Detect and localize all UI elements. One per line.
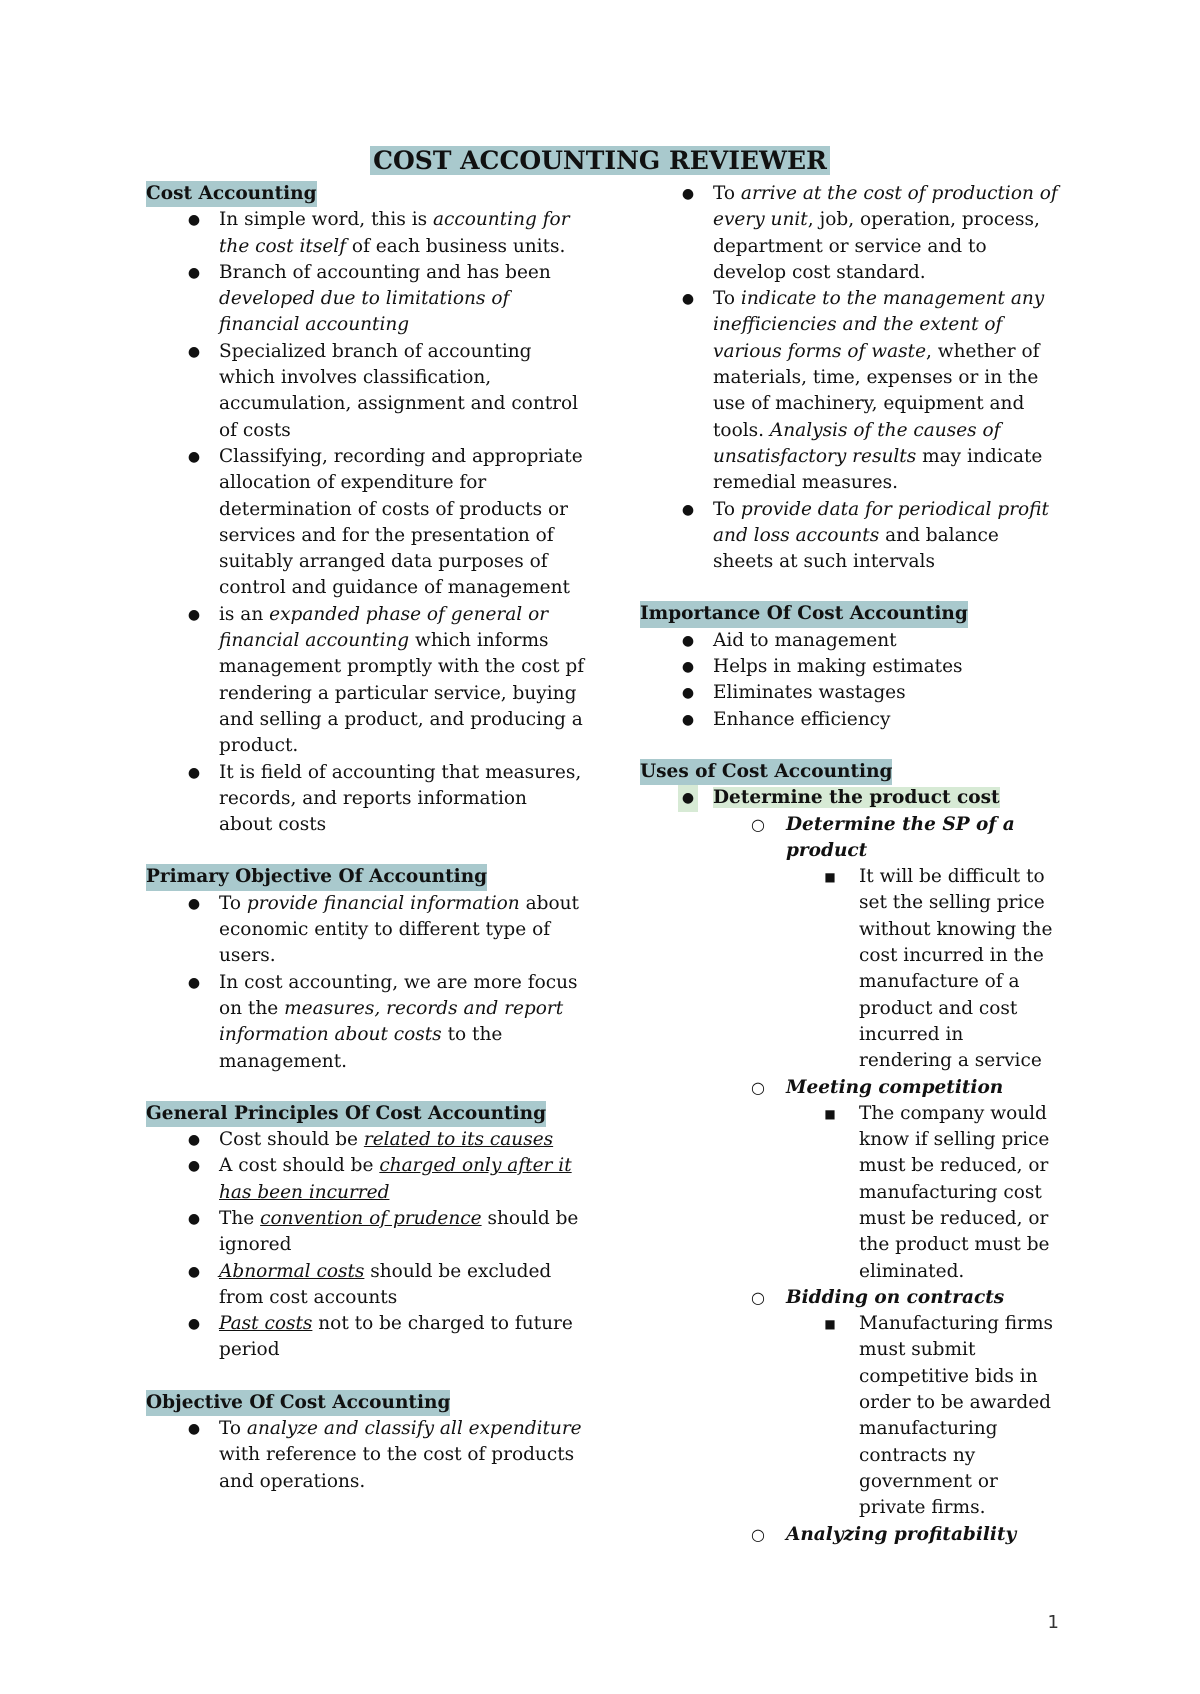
bullet-dot-icon: ● [187, 1210, 201, 1227]
list-item-text: Abnormal costs [219, 1260, 365, 1282]
list-item-text: Specialized branch of accounting which involves classification, accumulation, assignment and control of costs [219, 340, 579, 441]
bullet-circle-icon: ○ [751, 1524, 765, 1544]
bullet-list [640, 181, 1060, 575]
list-item [640, 812, 1060, 865]
list-item-text: In cost accounting, we are more focus on the [219, 971, 578, 1019]
list-item-text: Helps in making estimates [713, 656, 963, 678]
list-item-text: expanded phase of general or financial accounting [219, 603, 549, 652]
list-item [640, 1101, 1060, 1285]
section-heading: General Principles Of Cost Accounting [146, 1101, 546, 1127]
list-item-text: of each business units. [346, 235, 566, 257]
bullet-dot-icon: ● [187, 606, 201, 623]
list-item-text: provide financial information [246, 892, 520, 914]
list-item-text: convention of prudence [260, 1207, 482, 1229]
section-heading: Primary Objective Of Accounting [146, 864, 487, 890]
list-item [146, 760, 586, 839]
list-item-text: arrive at the cost of production of every unit [713, 183, 1058, 231]
list-item [640, 181, 1060, 286]
bullet-square-icon: ■ [824, 1106, 836, 1121]
list-item [640, 1311, 1060, 1521]
list-item-text: Enhance efficiency [713, 708, 891, 730]
bullet-dot-icon: ● [187, 1316, 201, 1333]
section [146, 864, 586, 1074]
list-item-text: Bidding on contracts [786, 1286, 1005, 1308]
bullet-list [640, 628, 1060, 733]
bullet-list [146, 891, 586, 1075]
list-item [146, 207, 586, 260]
bullet-dot-icon: ● [681, 632, 695, 649]
list-item-text: should be ignored [219, 1207, 579, 1256]
bullet-dot-icon: ● [187, 764, 201, 781]
section-heading: Uses of Cost Accounting [640, 759, 892, 785]
list-item-text: The [219, 1207, 261, 1229]
list-item-text: analyze and classify all expenditure [246, 1418, 582, 1440]
list-item [146, 1311, 586, 1364]
list-item [640, 628, 1060, 654]
list-item-text: which informs management promptly with the cost pf rendering a particular service, buying and selling a product, and producing a product. [219, 630, 585, 757]
bullet-list [640, 785, 1060, 1548]
bullet-dot-icon: ● [187, 1158, 201, 1175]
list-item-text: with reference to the cost of products and operations. [219, 1444, 575, 1492]
bullet-dot-icon: ● [187, 974, 201, 991]
list-item [146, 891, 586, 970]
bullet-dot-icon: ● [187, 212, 201, 229]
list-item-text: A cost should be [219, 1155, 380, 1177]
section [640, 181, 1060, 575]
document-title-wrap [0, 146, 1200, 175]
list-item-text: Determine the SP of a product [786, 813, 1015, 861]
list-item [146, 1416, 586, 1495]
list-item [640, 785, 1060, 811]
list-item [640, 1285, 1060, 1311]
list-item [146, 970, 586, 1075]
bullet-circle-icon: ○ [751, 1077, 765, 1097]
bullet-dot-icon: ● [681, 685, 695, 702]
list-item-text: , job, operation, process, department or service and to develop cost standard. [713, 209, 1040, 283]
bullet-dot-icon: ● [681, 711, 695, 728]
section [146, 1390, 586, 1495]
list-item-text: To [219, 892, 247, 914]
list-item-text: Determine the product cost [713, 787, 1000, 809]
bullet-list [146, 1127, 586, 1364]
bullet-dot-icon: ● [187, 343, 201, 360]
page-number: 1 [1047, 1612, 1059, 1633]
list-item [146, 1259, 586, 1312]
bullet-dot-icon: ● [681, 291, 695, 308]
list-item-text: provide data for periodical profit and loss accounts [713, 498, 1049, 546]
list-item-text: The company would know if selling price must be reduced, or manufacturing cost must be reduced, or the product must be eliminated. [859, 1102, 1050, 1282]
list-item-text: charged only after it has been incurred [219, 1155, 572, 1203]
list-item-text: It is field of accounting that measures, records, and reports information about costs [219, 761, 582, 836]
list-item-text: Branch of accounting and has been [219, 261, 551, 283]
list-item [146, 602, 586, 760]
list-item-text: is an [219, 603, 270, 625]
list-item [640, 707, 1060, 733]
list-item-text: accounting for the cost itself [219, 209, 570, 257]
bullet-circle-icon: ○ [751, 1287, 765, 1307]
list-item [146, 1153, 586, 1206]
section-heading: Objective Of Cost Accounting [146, 1390, 450, 1416]
bullet-square-icon: ■ [824, 870, 836, 885]
document-title: COST ACCOUNTING REVIEWER [370, 146, 830, 175]
bullet-dot-icon: ● [187, 895, 201, 912]
list-item-text: not to be charged to future period [219, 1313, 573, 1361]
list-item-text: Cost should be [219, 1129, 364, 1151]
list-item-text: measures, records and report information about costs [219, 997, 564, 1046]
bullet-dot-icon: ● [187, 1263, 201, 1280]
bullet-dot-icon: ● [187, 448, 201, 465]
list-item-text: developed due to limitations of financial accounting [219, 288, 510, 336]
list-item [640, 1522, 1060, 1548]
list-item-text: about economic entity to different type of users. [219, 892, 579, 967]
list-item-text: In simple word, this is [219, 209, 433, 231]
left-column [146, 181, 586, 1521]
list-item [146, 1206, 586, 1259]
list-item [640, 1075, 1060, 1101]
list-item-text: related to its causes [363, 1129, 554, 1151]
list-item [146, 1127, 586, 1153]
section-heading: Importance Of Cost Accounting [640, 601, 968, 627]
list-item-text: and balance sheets at such intervals [713, 524, 999, 573]
list-item-text: should be excluded from cost accounts [219, 1260, 552, 1308]
list-item-text: Past costs [219, 1313, 313, 1335]
list-item [640, 286, 1060, 496]
list-item-text: Meeting competition [786, 1076, 1004, 1098]
bullet-dot-icon: ● [678, 785, 698, 811]
section [146, 181, 586, 838]
list-item [640, 654, 1060, 680]
list-item-text: Analyzing profitability [786, 1523, 1017, 1545]
list-item-text: It will be difficult to set the selling price without knowing the cost incurred in the manufacture of a product and cost incurred in rendering a service [859, 866, 1053, 1072]
bullet-list [146, 1416, 586, 1495]
list-item-text: , whether of materials, time, expenses or in the use of machinery, equipment and tools. [713, 340, 1040, 441]
bullet-dot-icon: ● [681, 659, 695, 676]
list-item-text: Analysis of the causes of unsatisfactory results [713, 419, 1001, 467]
list-item-text: To [713, 288, 741, 310]
list-item-text: To [713, 183, 741, 204]
list-item-text: may indicate remedial measures. [713, 445, 1043, 494]
bullet-dot-icon: ● [681, 501, 695, 518]
list-item-text: Eliminates wastages [713, 682, 906, 704]
section [146, 1101, 586, 1364]
list-item [146, 339, 586, 444]
bullet-dot-icon: ● [187, 1421, 201, 1438]
bullet-dot-icon: ● [681, 186, 695, 202]
list-item [640, 497, 1060, 576]
list-item-text: to the management. [219, 1024, 503, 1072]
list-item [146, 260, 586, 339]
list-item-text: Aid to management [713, 629, 897, 651]
bullet-square-icon: ■ [824, 1317, 836, 1332]
bullet-circle-icon: ○ [751, 814, 765, 834]
bullet-dot-icon: ● [187, 264, 201, 281]
list-item [146, 444, 586, 602]
list-item-text: Classifying, recording and appropriate allocation of expenditure for determination of costs of products or services and for the presentation of suitably arranged data purposes of control and guidance of management [219, 445, 583, 599]
list-item-text: indicate to the management any inefficiencies and the extent of various forms of waste [713, 288, 1045, 362]
section-heading: Cost Accounting [146, 181, 317, 207]
list-item-text: To [219, 1418, 247, 1440]
right-column [640, 181, 1060, 1574]
bullet-dot-icon: ● [187, 1132, 201, 1149]
section [640, 759, 1060, 1548]
section [640, 601, 1060, 732]
list-item-text: Manufacturing firms must submit competitive bids in order to be awarded manufacturing contracts ny government or private firms. [859, 1313, 1054, 1519]
bullet-list [146, 207, 586, 838]
list-item-text: To [713, 498, 741, 520]
list-item [640, 864, 1060, 1074]
list-item [640, 680, 1060, 706]
